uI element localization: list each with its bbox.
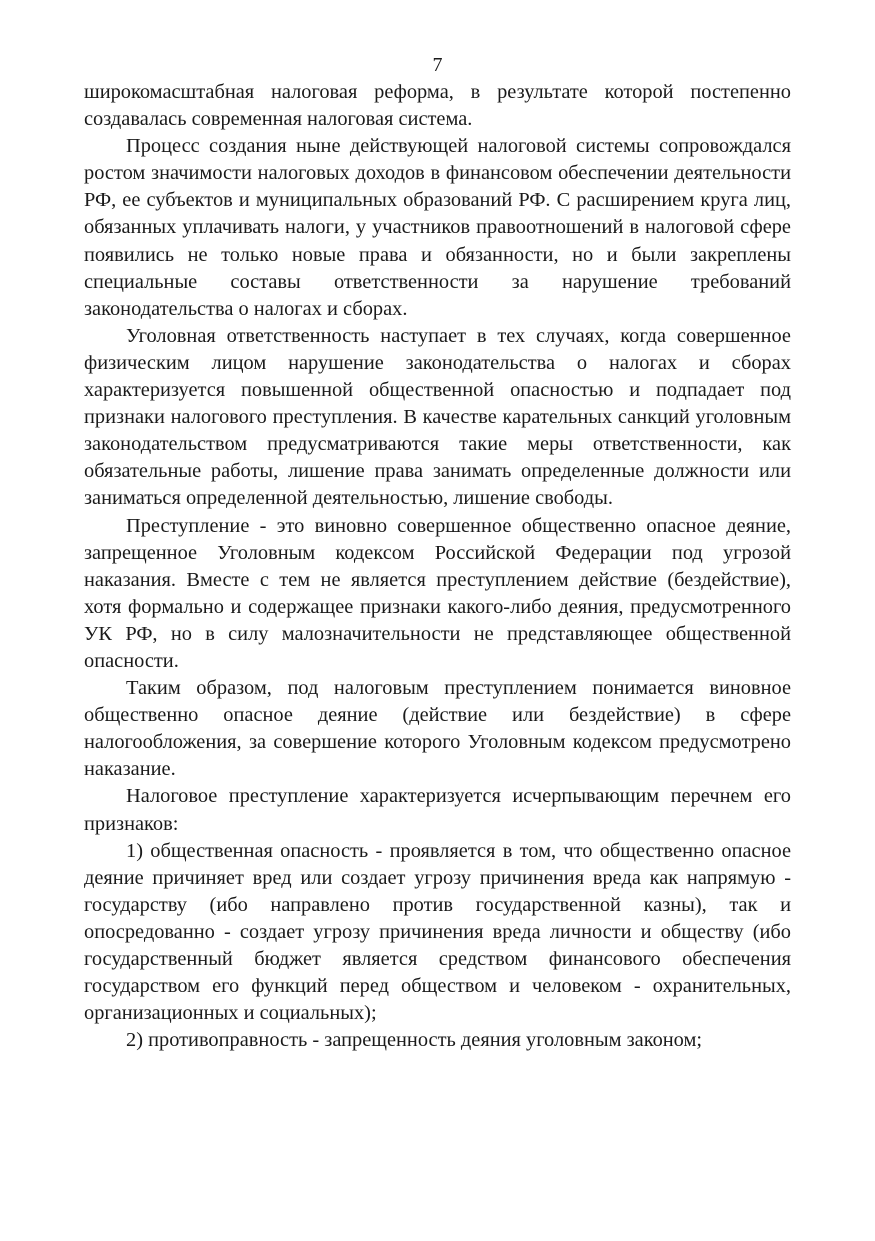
paragraph-tax-crime-definition: Таким образом, под налоговым преступлением понимается виновное общественно опасное деяние (действие или бездействие) в сфере налогообложения, за совершение которого Уголовным кодексом предусмотрено наказание.: [84, 677, 791, 781]
list-item-public-danger: 1) общественная опасность - проявляется в том, что общественно опасное деяние причиняет вред или создает угрозу причинения вреда как напрямую - государству (ибо направлено против государственной казны), так и опосредованно - создает угрозу причинения вреда личности и обществу (ибо государственный бюджет является средством финансового обеспечения государством его функций перед обществом и человеком - охранительных, организационных и социальных);: [84, 839, 791, 1025]
paragraph-crime-definition: Преступление - это виновно совершенное общественно опасное деяние, запрещенное Уголовным кодексом Российской Федерации под угрозой наказания. Вместе с тем не является преступлением действие (бездействие), хотя формально и содержащее признаки какого-либо деяния, предусмотренного УК РФ, но в силу малозначительности не представляющее общественной опасности.: [84, 514, 791, 672]
page-number: 7: [432, 54, 443, 76]
paragraph-criminal-liability: Уголовная ответственность наступает в тех случаях, когда совершенное физическим лицом нарушение законодательства о налогах и сборах характеризуется повышенной общественной опасностью и подпадает под признаки налогового преступления. В качестве карательных санкций уголовным законодательством предусматриваются такие меры ответственности, как обязательные работы, лишение права занимать определенные должности или заниматься определенной деятельностью, лишение свободы.: [84, 324, 791, 510]
paragraph-tax-system-creation: Процесс создания ныне действующей налоговой системы сопровождался ростом значимости налоговых доходов в финансовом обеспечении деятельности РФ, ее субъектов и муниципальных образований РФ. С расширением круга лиц, обязанных уплачивать налоги, у участников правоотношений в налоговой сфере появились не только новые права и обязанности, но и были закреплены специальные составы ответственности за нарушение требований законодательства о налогах и сборах.: [84, 135, 791, 320]
document-page: [84, 52, 791, 1054]
paragraph-continuation: широкомасштабная налоговая реформа, в результате которой постепенно создавалась современная налоговая система.: [84, 81, 791, 131]
list-item-unlawfulness: 2) противоправность - запрещенность деяния уголовным законом;: [126, 1029, 703, 1052]
paragraph-features-intro: Налоговое преступление характеризуется исчерпывающим перечнем его признаков:: [84, 785, 791, 835]
